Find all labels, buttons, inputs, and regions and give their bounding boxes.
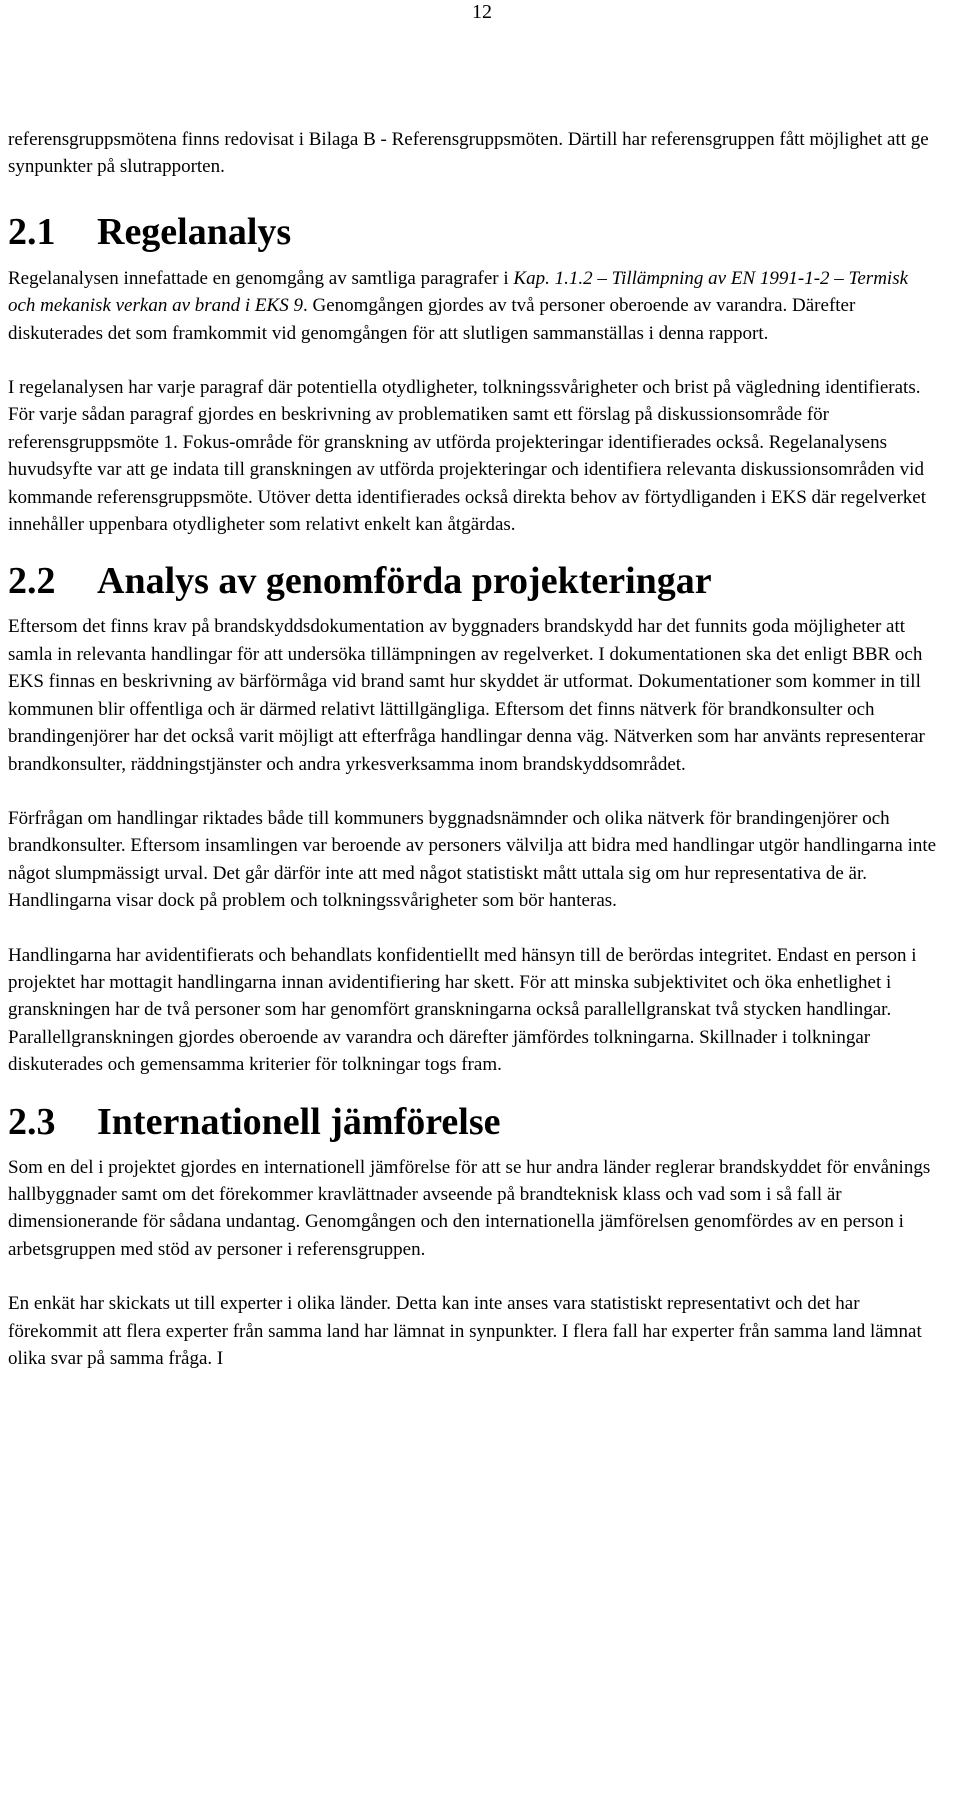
paragraph: Förfrågan om handlingar riktades både till kommuners byggnadsnämnder och olika nätverk för brandingenjörer och brandkonsulter. Eftersom insamlingen var beroende av personers välvilja att bidra med handlingar utgör handlingarna inte något slumpmässigt urval. Det går därför inte att med något statistiskt mått uttala sig om hur representativa de är. Handlingarna visar dock på problem och tolkningssvårigheter som bör hanteras. [8,807,937,912]
section-number: 2.3 [8,1100,56,1143]
section-heading-2-1 [8,209,940,255]
paragraph-text: . Genomgången gjordes av två personer oberoende av varandra. Därefter diskuterades det som framkommit vid genomgången för att slutligen sammanställas i denna rapport. [8,295,856,344]
document-body [8,126,940,1372]
page-number: 12 [472,1,492,23]
section-number: 2.2 [8,560,56,603]
section-title: Regelanalys [97,210,292,253]
paragraph: Eftersom det finns krav på brandskyddsdokumentation av byggnaders brandskydd har det funnits goda möjligheter att samla in relevanta handlingar för att undersöka tillämpningen av regelverket. I dokumentationen ska det enligt BBR och EKS finnas en beskrivning av bärförmåga vid brand samt hur skyddet är utformat. Dokumentationer som kommer in till kommunen blir offentliga och är därmed relativt lättillgängliga. Eftersom det finns nätverk för brandkonsulter och brandingenjörer har det också varit möjligt att efterfråga handlingar denna väg. Nätverken som har använts representerar brandkonsulter, räddningstjänster och andra yrkesverksamma inom brandskyddsområdet. [8,616,925,775]
paragraph-text: Regelanalysen innefattade en genomgång av samtliga paragrafer i [8,267,514,289]
paragraph: Som en del i projektet gjordes en internationell jämförelse för att se hur andra länder reglerar brandskyddet för envånings hallbyggnader samt om det förekommer kravlättnader avseende på brandteknisk klass och vad som i så fall är dimensionerande för sådana undantag. Genomgången och den internationella jämförelsen genomfördes av en person i arbetsgruppen med stöd av personer i referensgruppen. [8,1156,931,1260]
section-title: Internationell jämförelse [97,1100,501,1143]
paragraph [8,265,940,347]
reference-citation: Kap. 1.1.2 – Tillämpning av EN 1991-1-2 – Termisk och mekanisk verkan av brand i EKS 9 [8,267,909,317]
intro-paragraph: referensgruppsmötena finns redovisat i Bilaga B - Referensgruppsmöten. Därtill har referensgruppen fått möjlighet att ge synpunkter på slutrapporten. [8,129,929,178]
paragraph: En enkät har skickats ut till experter i olika länder. Detta kan inte anses vara statistiskt representativt och det har förekommit att flera experter från samma land har lämnat in synpunkter. I flera fall har experter från samma land lämnat olika svar på samma fråga. I [8,1293,922,1369]
paragraph: I regelanalysen har varje paragraf där potentiella otydligheter, tolkningssvårigheter och brist på vägledning identifierats. För varje sådan paragraf gjordes en beskrivning av problematiken samt ett förslag på diskussionsområde för referensgruppsmöte 1. Fokus-område för granskning av utförda projekteringar identifierades också. Regelanalysens huvudsyfte var att ge indata till granskningen av utförda projekteringar och identifiera relevanta diskussionsområden vid kommande referensgruppsmöte. Utöver detta identifierades också direkta behov av förtydliganden i EKS där regelverket innehåller uppenbara otydligheter som relativt enkelt kan åtgärdas. [8,377,927,536]
section-number: 2.1 [8,210,56,253]
section-heading-2-2 [8,558,940,604]
paragraph: Handlingarna har avidentifierats och behandlats konfidentiellt med hänsyn till de berördas integritet. Endast en person i projektet har mottagit handlingarna innan avidentifiering har skett. För att minska subjektivitet och öka enhetlighet i granskningen har de två personer som har genomfört granskningarna också parallellgranskat två stycken handlingar. Parallellgranskningen gjordes oberoende av varandra och därefter jämfördes tolkningarna. Skillnader i tolkningar diskuterades och gemensamma kriterier för tolkningar togs fram. [8,944,917,1076]
section-title: Analys av genomförda projekteringar [97,560,712,603]
section-heading-2-3 [8,1099,940,1145]
